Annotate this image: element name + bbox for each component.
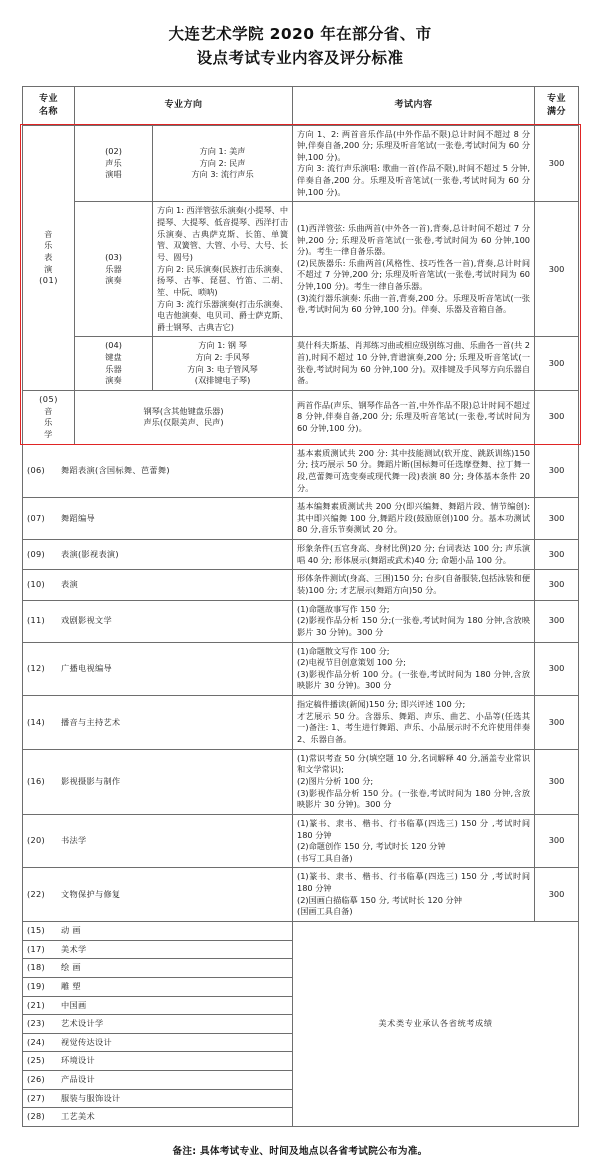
major-11-name: 戏剧影视文学 (61, 615, 112, 626)
header-major-name-l2: 名称 (38, 106, 58, 117)
major-05-char-3: 学 (44, 428, 53, 439)
art-major-15-code: (15) (27, 925, 46, 935)
art-major-28-name: 工艺美术 (61, 1111, 95, 1122)
title-line-1: 大连艺术学院 2020 年在部分省、市 (168, 25, 432, 43)
table-row (23, 696, 579, 750)
table-row (23, 570, 579, 600)
sub-major-03-name-1: 乐器 (105, 263, 122, 274)
exam-content-line: 方向 1、2: 两首音乐作品(中外作品不限)总计时间不超过 8 分钟,伴奏自备,200 分; 乐理及听音笔试(一张卷,考试时间为 60 分钟,100 分)。 (297, 128, 531, 162)
exam-content-line: (书写工具自备) (297, 852, 353, 863)
art-major-23-code: (23) (27, 1018, 46, 1029)
major-10-code: (10) (27, 579, 46, 590)
major-14-name: 播音与主持艺术 (61, 716, 121, 727)
direction-item: 方向 2: 民声 (199, 157, 246, 168)
score-04: 300 (535, 337, 579, 391)
major-05-char-2: 乐 (44, 417, 53, 428)
score-07: 300 (535, 498, 579, 540)
major-16 (23, 749, 293, 814)
table-row (23, 337, 579, 391)
art-major-28 (23, 1108, 293, 1127)
art-major-27-name: 服装与服饰设计 (61, 1092, 121, 1103)
table-row (23, 922, 579, 941)
major-20 (23, 814, 293, 868)
score-02: 300 (535, 125, 579, 202)
header-full-score (535, 87, 579, 126)
exam-content-16 (293, 749, 535, 814)
art-major-28-code: (28) (27, 1111, 46, 1122)
exam-content-20 (293, 814, 535, 868)
art-major-24-name: 视觉传达设计 (61, 1036, 112, 1047)
sub-major-04-name-3: 演奏 (105, 375, 122, 386)
exam-content-line: (1)篆书、隶书、楷书、行书临摹(四选三) 150 分 ,考试时间 180 分钟 (297, 871, 531, 894)
art-major-21-code: (21) (27, 999, 46, 1010)
exam-content-line: (2)图片分析 100 分; (297, 775, 374, 786)
group-char-4: (01) (39, 275, 58, 286)
direction-item: 方向 3: 流行乐器演奏(打击乐演奏、电吉他演奏、电贝司、爵士萨克斯、爵士钢琴、古典吉它) (157, 298, 289, 332)
art-major-19 (23, 977, 293, 996)
major-22 (23, 868, 293, 922)
exam-content-06 (293, 444, 535, 498)
major-10-name: 表演 (61, 579, 78, 590)
exam-content-line: 才艺展示 50 分。含器乐、舞蹈、声乐、曲艺、小品等(任选其一)备注: 1、考生进行舞蹈、声乐、小品展示时不允许使用伴奏 2、乐器自备。 (297, 710, 531, 745)
exam-content-line: (2)命题创作 150 分, 考试时长 120 分钟 (297, 841, 446, 852)
exam-content-line: 形象条件(五官身高、身材比例)20 分; 台词表达 100 分; 声乐演唱 40 分; 形体展示(舞蹈或武术)40 分; 命题小品 100 分。 (297, 543, 531, 565)
exam-content-05 (293, 391, 535, 445)
table-row (23, 202, 579, 337)
score-20: 300 (535, 814, 579, 868)
art-major-27-code: (27) (27, 1092, 46, 1103)
score-11: 300 (535, 600, 579, 642)
major-05-chars (27, 394, 70, 441)
direction-item: 方向 1: 西洋管弦乐演奏(小提琴、中提琴、大提琴、低音提琴、西洋打击乐演奏、古典萨克斯、长笛、单簧管、双簧管、大管、小号、大号、长号、圆号) (157, 205, 289, 262)
art-major-24-code: (24) (27, 1036, 46, 1047)
table-row (23, 749, 579, 814)
major-05-char-0: (05) (39, 394, 58, 405)
exam-content-line: 指定稿件播读(新闻)150 分; 即兴评述 100 分; (297, 699, 466, 710)
art-major-15 (23, 922, 293, 941)
exam-content-line: (2)民族器乐: 乐曲两首(风格性、技巧性各一首),背奏,总计时间不超过 7 分钟,200 分; 乐理及听音笔试(一张卷,考试时间为 60 分钟,100 分)。考生一律自备乐器。 (297, 257, 531, 292)
major-05-label (23, 391, 75, 445)
exam-content-04 (293, 337, 535, 391)
art-major-18-name: 绘 画 (61, 962, 81, 973)
major-09-name: 表演(影视表演) (61, 548, 119, 559)
major-09 (23, 540, 293, 570)
score-10: 300 (535, 570, 579, 600)
exam-content-line: (3)影视作品分析 150 分。(一张卷,考试时间为 180 分钟,含放映影片 30 分钟)。300 分 (297, 787, 531, 810)
major-22-code: (22) (27, 888, 46, 899)
art-major-23-name: 艺术设计学 (61, 1018, 104, 1029)
sub-major-04-code: (04) (105, 340, 122, 351)
art-major-23 (23, 1015, 293, 1034)
score-16: 300 (535, 749, 579, 814)
major-14 (23, 696, 293, 750)
major-20-code: (20) (27, 835, 46, 846)
directions-05 (75, 391, 293, 445)
sub-major-02-code: (02) (105, 146, 122, 157)
art-major-21-name: 中国画 (61, 999, 87, 1010)
exam-content-line: 方向 3: 流行声乐演唱: 歌曲一首(作品不限),时间不超过 5 分钟,伴奏自备,200 分。乐理及听音笔试(一张卷,考试时间为 60 分钟,100 分)。 (297, 163, 531, 197)
major-11 (23, 600, 293, 642)
table-row (23, 444, 579, 498)
exam-content-22 (293, 868, 535, 922)
direction-item: 方向 1: 钢 琴 (198, 340, 247, 351)
exam-content-09 (293, 540, 535, 570)
art-major-19-code: (19) (27, 980, 46, 991)
major-14-code: (14) (27, 716, 46, 727)
major-16-code: (16) (27, 775, 46, 786)
title-line-2: 设点考试专业内容及评分标准 (196, 49, 404, 68)
exam-content-07 (293, 498, 535, 540)
score-06: 300 (535, 444, 579, 498)
exam-content-line: (2)电视节目创意策划 100 分; (297, 657, 406, 668)
exam-content-10 (293, 570, 535, 600)
major-09-code: (09) (27, 548, 46, 559)
header-major-direction: 专业方向 (75, 87, 293, 126)
major-05-char-1: 音 (44, 405, 53, 416)
major-10 (23, 570, 293, 600)
art-major-21 (23, 996, 293, 1015)
major-06-name: 舞蹈表演(含国标舞、芭蕾舞) (61, 465, 170, 476)
table-row (23, 125, 579, 202)
sub-major-03 (75, 202, 153, 337)
sub-major-03-name-2: 演奏 (105, 275, 122, 286)
header-full-score-l2: 满分 (547, 106, 567, 117)
footer-note: 备注: 具体考试专业、时间及地点以各省考试院公布为准。 (172, 1146, 428, 1157)
major-07 (23, 498, 293, 540)
sub-major-04 (75, 337, 153, 391)
direction-item: 方向 2: 民乐演奏(民族打击乐演奏、扬琴、古筝、琵琶、竹笛、二胡、笙、中阮、唢呐) (157, 263, 289, 297)
exam-content-11 (293, 600, 535, 642)
art-major-19-name: 雕 塑 (61, 980, 81, 991)
group-music-performance-label (23, 125, 75, 390)
table-body (23, 125, 579, 1126)
major-07-code: (07) (27, 512, 46, 523)
art-major-26-code: (26) (27, 1074, 46, 1085)
direction-item: 钢琴(含其他键盘乐器) (143, 405, 224, 416)
score-09: 300 (535, 540, 579, 570)
sub-major-02-name-1: 声乐 (105, 157, 122, 168)
score-14: 300 (535, 696, 579, 750)
group-char-2: 表 (44, 251, 53, 262)
exam-content-03 (293, 202, 535, 337)
art-major-17 (23, 940, 293, 959)
direction-item: 方向 1: 美声 (199, 146, 246, 157)
major-06-code: (06) (27, 465, 46, 476)
major-06 (23, 444, 293, 498)
exam-content-line: (1)命题散文写作 100 分; (297, 645, 390, 656)
group-char-1: 乐 (44, 240, 53, 251)
directions-04 (153, 337, 293, 391)
exam-content-line: (1)常识考查 50 分(填空题 10 分,名词解释 40 分,涵盖专业常识和文学常识); (297, 752, 531, 775)
header-major-name-l1: 专业 (38, 94, 58, 105)
direction-item: 声乐(仅限美声、民声) (143, 417, 224, 428)
major-07-name: 舞蹈编导 (61, 512, 95, 523)
exam-content-line: (国画工具自备) (297, 906, 353, 917)
major-22-name: 文物保护与修复 (61, 888, 121, 899)
score-05: 300 (535, 391, 579, 445)
art-major-18-code: (18) (27, 962, 46, 973)
header-major-name (23, 87, 75, 126)
exam-content-line: 基本素质测试共 200 分: 其中技能测试(软开度、跳跃训练)150 分; 技巧展示 50 分。舞蹈片断(国标舞可任选摩登舞、拉丁舞一段,芭蕾舞可选变奏或现代舞一段)表演 80 分; 身体基本条件 20 分。 (297, 447, 531, 493)
sub-major-03-code: (03) (105, 251, 122, 262)
exam-content-02 (293, 125, 535, 202)
page-title (0, 0, 600, 86)
direction-item: (双排键电子琴) (194, 375, 251, 386)
sub-major-04-name-2: 乐器 (105, 363, 122, 374)
major-20-name: 书法学 (61, 835, 87, 846)
sub-major-04-name-1: 键盘 (105, 352, 122, 363)
exam-content-line: 基本编舞素质测试共 200 分(即兴编舞、舞蹈片段、情节编创): 其中即兴编舞 100 分,舞蹈片段(鼓励原创)100 分。基本功测试 80 分,音乐节奏测试 20 分。 (297, 501, 531, 535)
major-11-code: (11) (27, 615, 46, 626)
art-major-26 (23, 1071, 293, 1090)
table-header-row (23, 87, 579, 126)
major-12-code: (12) (27, 663, 46, 673)
art-major-17-name: 美术学 (61, 943, 87, 954)
exam-standards-table-wrap (22, 86, 578, 1127)
direction-item: 方向 2: 手风琴 (195, 352, 250, 363)
table-row (23, 868, 579, 922)
sub-major-02-name-2: 演唱 (105, 169, 122, 180)
exam-content-line: (1)西洋管弦: 乐曲两首(中外各一首),背奏,总计时间不超过 7 分钟,200 分; 乐理及听音笔试(一张卷,考试时间为 60 分钟,100 分)。考生一律自备乐器。 (297, 222, 531, 257)
directions-03 (153, 202, 293, 337)
header-full-score-l1: 专业 (547, 94, 567, 105)
table-row (23, 498, 579, 540)
exam-content-line: 莫什科夫斯基、肖邦练习曲或相应级别练习曲、乐曲各一首(共 2 首),时间不超过 10 分钟,背谱演奏,200 分; 乐理及听音笔试(一张卷,考试时间为 60 分钟,100 分)。双排键及手风琴方向乐器自备。 (297, 340, 531, 386)
direction-item: 方向 3: 流行声乐 (191, 169, 254, 180)
score-12: 300 (535, 642, 579, 696)
major-12 (23, 642, 293, 696)
exam-content-12 (293, 642, 535, 696)
exam-content-line: (1)命题故事写作 150 分; (297, 603, 390, 614)
exam-content-14 (293, 696, 535, 750)
art-major-26-name: 产品设计 (61, 1074, 95, 1085)
art-major-25-name: 环境设计 (61, 1055, 95, 1066)
table-row (23, 600, 579, 642)
table-row (23, 540, 579, 570)
exam-content-line: 形体条件测试(身高、三围)150 分; 台步(自备服装,包括泳装和便装)100 分; 才艺展示(舞蹈方向)50 分。 (297, 573, 531, 595)
art-major-25 (23, 1052, 293, 1071)
direction-item: 方向 3: 电子管风琴 (187, 363, 258, 374)
table-row (23, 642, 579, 696)
exam-content-line: (3)流行器乐演奏: 乐曲一首,背奏,200 分。乐理及听音笔试(一张卷,考试时间为 60 分钟,100 分)。伴奏、乐器及音箱自备。 (297, 292, 531, 315)
exam-standards-table (22, 86, 579, 1127)
table-row (23, 391, 579, 445)
art-major-27 (23, 1089, 293, 1108)
art-major-24 (23, 1033, 293, 1052)
group-char-3: 演 (44, 263, 53, 274)
art-major-25-code: (25) (27, 1055, 46, 1066)
major-16-name: 影视摄影与制作 (61, 775, 121, 786)
art-major-15-name: 动 画 (61, 925, 81, 935)
exam-content-line: (3)影视作品分析 100 分。(一张卷,考试时间为 180 分钟,含放映影片 30 分钟)。300 分 (297, 668, 531, 691)
exam-content-line: (2)影视作品分析 150 分;(一张卷,考试时间为 180 分钟,含放映影片 30 分钟)。300 分 (297, 615, 531, 637)
score-22: 300 (535, 868, 579, 922)
directions-02 (153, 125, 293, 202)
art-major-17-code: (17) (27, 943, 46, 954)
sub-major-02 (75, 125, 153, 202)
table-row (23, 814, 579, 868)
exam-content-line: 两首作品(声乐、钢琴作品各一首,中外作品不限)总计时间不超过 8 分钟,伴奏自备,200 分; 乐理及听音笔试(一张卷,考试时间为 60 分钟,100 分)。 (297, 399, 531, 434)
group-char-0: 音 (44, 228, 53, 239)
art-merged-note: 美术类专业承认各省统考成绩 (293, 922, 579, 1127)
exam-content-line: (2)国画白描临摹 150 分, 考试时长 120 分钟 (297, 894, 462, 905)
group-label-chars (27, 229, 70, 287)
exam-content-line: (1)篆书、隶书、楷书、行书临摹(四选三) 150 分 ,考试时间 180 分钟 (297, 817, 531, 840)
major-12-name: 广播电视编导 (61, 663, 112, 673)
score-03: 300 (535, 202, 579, 337)
art-major-18 (23, 959, 293, 978)
header-exam-content: 考试内容 (293, 87, 535, 126)
